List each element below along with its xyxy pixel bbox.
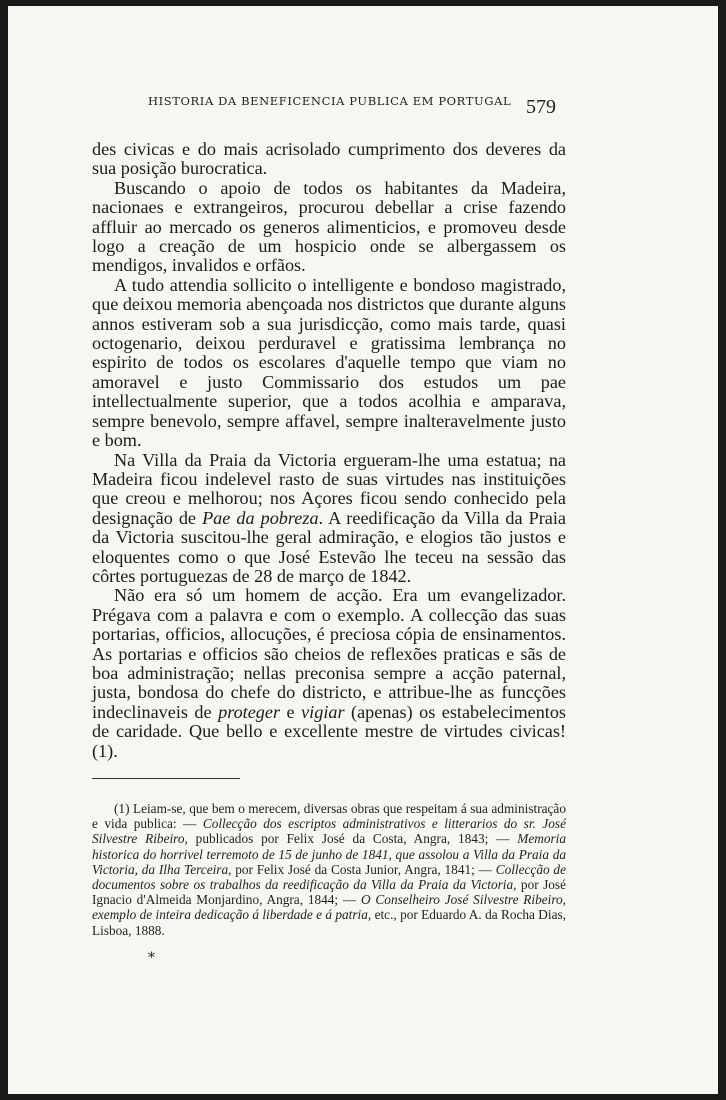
paragraph-evangelizador <box>92 586 566 761</box>
paragraph-magistrado: A tudo attendia sollicito o intelligente e bondoso magistrado, que deixou memoria abençoada nos districtos que durante alguns annos estiveram sob a sua jurisdicção, como mais tarde, quasi octogenario, deixou perduravel e gratissima lembrança no espirito de todos os escolares d'aquelle tempo que viam no amoravel e justo Commissario dos estudos um pae intellectualmente superior, que a todos acolhia e amparava, sempre benevolo, sempre affavel, sempre inalteravelmente justo e bom. <box>92 274 566 451</box>
italic-run: Memoria historica do horrivel terremoto de 15 de junho de 1841, que assolou a Villa da Praia da Victoria, da Ilha Terceira, <box>92 831 566 877</box>
signature-mark: * <box>148 950 155 966</box>
text-run: Na Villa da Praia da Victoria ergueram-lhe uma estatua; na Madeira ficou indelevel rasto de suas virtudes nas instituições que creou e melhorou; nos Açores ficou sendo conhecido pela designação de <box>92 449 566 528</box>
text-run: Não era só um homem de acção. Era um evangelizador. Prégava com a palavra e com o exemplo. A collecção das suas portarias, officios, allocuções, é preciosa cópia de ensinamentos. As portarias e officios são cheios de reflexões praticas e sãs de boa administração; nellas preconisa sempre a acção paternal, justa, bondosa do chefe do districto, e attribue-lhe as funcções indeclinaveis de <box>92 585 566 722</box>
text-run: por Felix José da Costa Junior, Angra, 1841; — <box>231 861 496 877</box>
page-number: 579 <box>526 96 556 118</box>
paragraph-estatua <box>92 451 566 587</box>
paragraph-continuation: des civicas e do mais acrisolado cumprimento dos deveres da sua posição burocratica. <box>92 139 566 179</box>
text-run: e <box>280 701 302 722</box>
footnote-divider <box>92 778 240 779</box>
running-header: HISTORIA DA BENEFICENCIA PUBLICA EM PORTUGAL <box>148 94 512 108</box>
text-run: publicados por Felix José da Costa, Angra, 1843; — <box>187 831 518 847</box>
paragraph-madeira: Buscando o apoio de todos os habitantes da Madeira, nacionaes e extrangeiros, procurou debellar a crise fazendo affluir ao mercado os generos alimenticios, e promoveu desde logo a creação de um hospicio onde se albergassem os mendigos, invalidos e orfãos. <box>92 177 566 276</box>
text-run: (apenas) os estabelecimentos de caridade. Que bello e excellente mestre de virtudes civicas! (1). <box>92 701 567 761</box>
italic-run: Collecção dos escriptos administrativos e litterarios do sr. José Silvestre Ribeiro, <box>92 816 566 847</box>
text-run: por José Ignacio d'Almeida Monjardino, Angra, 1844; — <box>92 877 566 908</box>
text-run: etc., por Eduardo A. da Rocha Dias, Lisboa, 1888. <box>92 907 566 938</box>
footnote <box>92 801 566 938</box>
italic-run: O Conselheiro José Silvestre Ribeiro, exemplo de inteira dedicação á liberdade e á patria, <box>92 892 566 923</box>
text-run: . A reedificação da Villa da Praia da Victoria suscitou-lhe geral admiração, e elogios tão justos e eloquentes como o que José Estevão lhe teceu na sessão das côrtes portuguezas de 28 de março de 1842. <box>92 507 566 586</box>
text-run: (1) Leiam-se, que bem o merecem, diversas obras que respeitam á sua administração e vida publica: — <box>92 801 566 832</box>
book-page <box>8 6 718 1094</box>
italic-run: proteger <box>218 701 281 722</box>
main-text <box>92 140 566 761</box>
italic-run: vigiar <box>301 701 345 722</box>
italic-run: Pae da pobreza <box>202 507 319 528</box>
italic-run: Collecção de documentos sobre os trabalhos da reedificação da Villa da Praia da Victoria, <box>92 861 566 893</box>
